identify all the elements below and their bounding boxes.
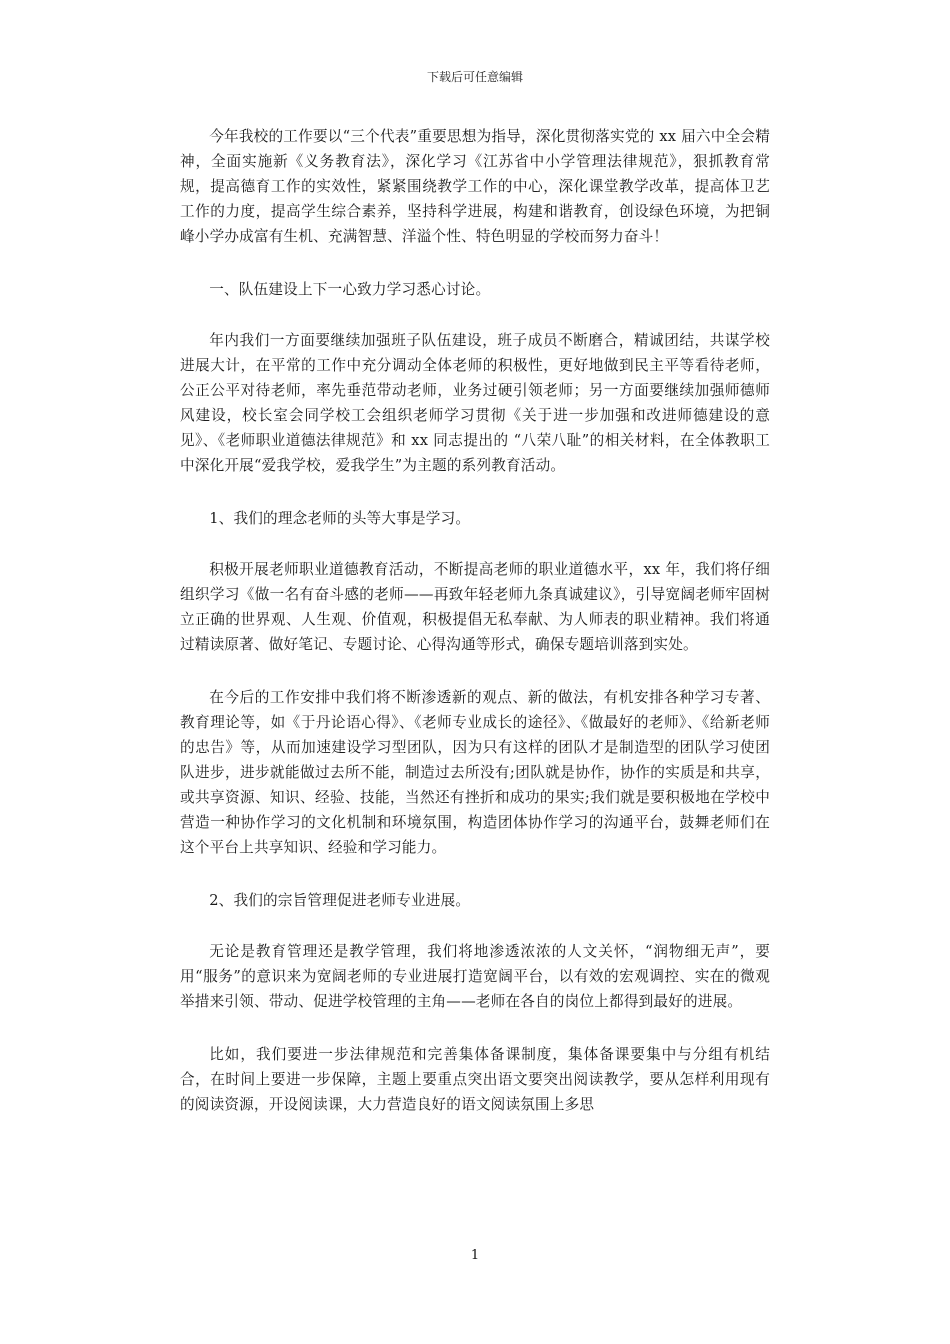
paragraph-team-building: 年内我们一方面要继续加强班子队伍建设，班子成员不断磨合，精诚团结，共谋学校进展大计，在平常的工作中充分调动全体老师的积极性，更好地做到民主平等看待老师，公正公平对待老师，率先垂范带动老师，业务过硬引领老师；另一方面要继续加强师德师风建设，校长室会同学校工会组织老师学习贯彻《关于进一步加强和改进师德建设的意见》、《老师职业道德法律规范》和 xx 同志提出的 “八荣八耻”的相关材料，在全体教职工中深化开展“爱我学校，爱我学生”为主题的系列教育活动。: [180, 332, 770, 474]
subsection-heading-management: 2、我们的宗旨管理促进老师专业进展。: [209, 892, 471, 909]
page-header: 下载后可任意编辑: [426, 70, 523, 84]
paragraph-learning-team: 在今后的工作安排中我们将不断渗透新的观点、新的做法，有机安排各种学习专著、教育理论等，如《于丹论语心得》、《老师专业成长的途径》、《做最好的老师》、《给新老师的忠告》等，从而加速建设学习型团队，因为只有这样的团队才是制造型的团队学习使团队进步，进步就能做过去所不能，制造过去所没有;团队就是协作，协作的实质是和共享，或共享资源、知识、经验、技能，当然还有挫折和成功的果实;我们就是要积极地在学校中营造一种协作学习的文化机制和环境氛围，构造团体协作学习的沟通平台，鼓舞老师们在这个平台上共享知识、经验和学习能力。: [180, 689, 770, 856]
paragraph-lesson-planning: 比如，我们要进一步法律规范和完善集体备课制度，集体备课要集中与分组有机结合，在时间上要进一步保障，主题上要重点突出语文要突出阅读教学，要从怎样利用现有的阅读资源，开设阅读课，大力营造良好的语文阅读氛围上多思: [180, 1046, 770, 1113]
document-body: [180, 124, 770, 1145]
page-number: 1: [470, 1248, 480, 1263]
paragraph-ethics-education: 积极开展老师职业道德教育活动，不断提高老师的职业道德水平，xx 年，我们将仔细组织学习《做一名有奋斗感的老师——再致年轻老师九条真诚建议》，引导宽阔老师牢固树立正确的世界观、人生观、价值观，积极提倡无私奉献、为人师表的职业精神。我们将通过精读原著、做好笔记、专题讨论、心得沟通等形式，确保专题培训落到实处。: [180, 561, 770, 653]
section-heading-team-building: 一、队伍建设上下一心致力学习悉心讨论。: [209, 281, 491, 298]
paragraph-management: 无论是教育管理还是教学管理，我们将地渗透浓浓的人文关怀，“润物细无声”，要用“服务”的意识来为宽阔老师的专业进展打造宽阔平台，以有效的宏观调控、实在的微观举措来引领、带动、促进学校管理的主角——老师在各自的岗位上都得到最好的进展。: [180, 943, 770, 1010]
paragraph-intro: 今年我校的工作要以“三个代表”重要思想为指导，深化贯彻落实党的 xx 届六中全会精神，全面实施新《义务教育法》，深化学习《江苏省中小学管理法律规范》，狠抓教育常规，提高德育工作的实效性，紧紧围绕教学工作的中心，深化课堂教学改革，提高体卫艺工作的力度，提高学生综合素养，坚持科学进展，构建和谐教育，创设绿色环境，为把铜峰小学办成富有生机、充满智慧、洋溢个性、特色明显的学校而努力奋斗！: [180, 128, 770, 245]
subsection-heading-learning: 1、我们的理念老师的头等大事是学习。: [209, 510, 471, 527]
